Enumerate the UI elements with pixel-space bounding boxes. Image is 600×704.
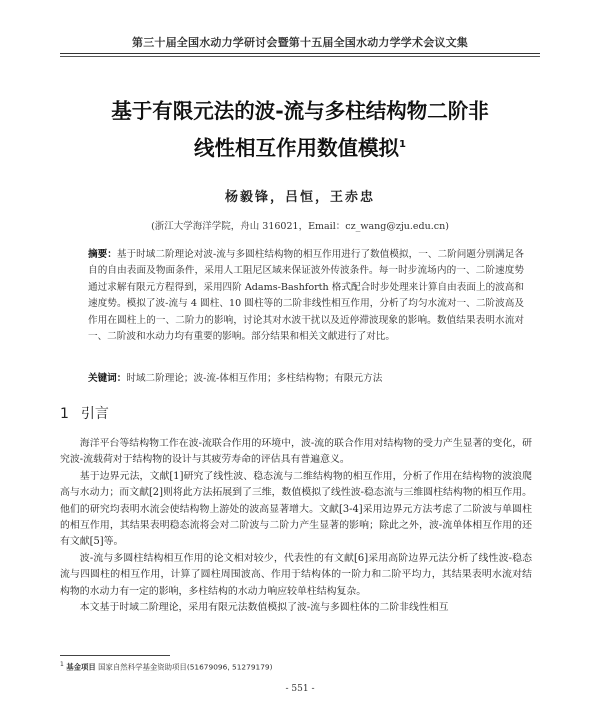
body-text: [60, 436, 532, 616]
running-header: 第三十届全国水动力学研讨会暨第十五届全国水动力学学术会议文集: [132, 36, 468, 49]
footnote: [60, 661, 273, 672]
section-heading: [60, 403, 109, 423]
header-rule: [60, 53, 540, 54]
body-paragraph: 基于边界元法，文献[1]研究了线性波、稳态流与二维结构物的相互作用，分析了作用在结构物的波浪爬高与水动力；而文献[2]则将此方法拓展到了三维，数值模拟了线性波-稳态流与三维圆柱结构物的相互作用。他们的研究均表明水流会使结构物上游处的波高显著增大。文献[3-4]采用边界元方法考虑了二阶波与单圆柱的相互作用，其结果表明稳态流将会对二阶波与二阶力产生显著的影响；除此之外，波-流单体相互作用的还有文献[5]等。: [60, 470, 532, 548]
title-line-2: [60, 128, 540, 165]
title-line-1: 基于有限元法的波-流与多柱结构物二阶非: [111, 99, 489, 123]
header-rule-thin: [60, 56, 540, 57]
footnote-rule: [60, 655, 170, 656]
body-paragraph: 本文基于时域二阶理论，采用有限元法数值模拟了波-流与多圆柱体的二阶非线性相互: [79, 602, 449, 614]
section-number: 1: [60, 406, 69, 422]
title-line-2-text: 线性相互作用数值模拟: [194, 135, 400, 160]
section-title: 引言: [80, 406, 109, 422]
body-paragraph: 海洋平台等结构物工作在波-流联合作用的环境中，波-流的联合作用对结构物的受力产生显著的变化，研究波-流载荷对于结构物的设计与其疲劳寿命的评估具有普遍意义。: [60, 438, 532, 466]
title-footnote-mark: 1: [399, 139, 406, 150]
keywords-text: 时域二阶理论；波-流-体相互作用；多柱结构物；有限元方法: [126, 373, 383, 384]
footnote-text: 国家自然科学基金资助项目(51679096, 51279179): [98, 662, 273, 672]
body-paragraph: 波-流与多圆柱结构相互作用的论文相对较少，代表性的有文献[6]采用高阶边界元法分析了线性波-稳态流与四圆柱的相互作用，计算了圆柱周围波高、作用于结构体的一阶力和二阶平均力，其结果表明水流对结构物的水动力有一定的影响，多柱结构的水动力响应较单柱结构复杂。: [60, 552, 532, 597]
footnote-mark: 1: [60, 661, 64, 668]
abstract: [88, 247, 524, 345]
authors: 杨毅锋，吕恒，王赤忠: [224, 190, 375, 205]
abstract-label: 摘要：: [88, 249, 117, 260]
keywords: [88, 370, 524, 384]
keywords-label: 关键词：: [88, 373, 127, 384]
footnote-label: 基金项目: [66, 662, 96, 672]
abstract-text: 基于时域二阶理论对波-流与多圆柱结构物的相互作用进行了数值模拟，一、二阶问题分别满足各自的自由表面及物面条件，采用人工阻尼区域来保证波外传波条件。每一时步流场内的一、二阶速度势通过求解有限元方程得到，采用四阶 Adams-Bashforth 格式配合时步处理来计算自由表面上的波高和速度势。模拟了波-流与 4 圆柱、10 圆柱等的二阶非线性相互作用，分析了均匀水流对一、二阶波高及作用在圆柱上的一、二阶力的影响，讨论其对水波干扰以及近停滞波现象的影响。数值结果表明水流对一、二阶波和水动力均有重要的影响。部分结果和相关文献进行了对比。: [88, 249, 524, 343]
affiliation: (浙江大学海洋学院，舟山 316021，Email：cz_wang@zju.edu.cn): [151, 221, 449, 232]
page-number: - 551 -: [285, 684, 315, 694]
paper-title: [60, 94, 540, 165]
